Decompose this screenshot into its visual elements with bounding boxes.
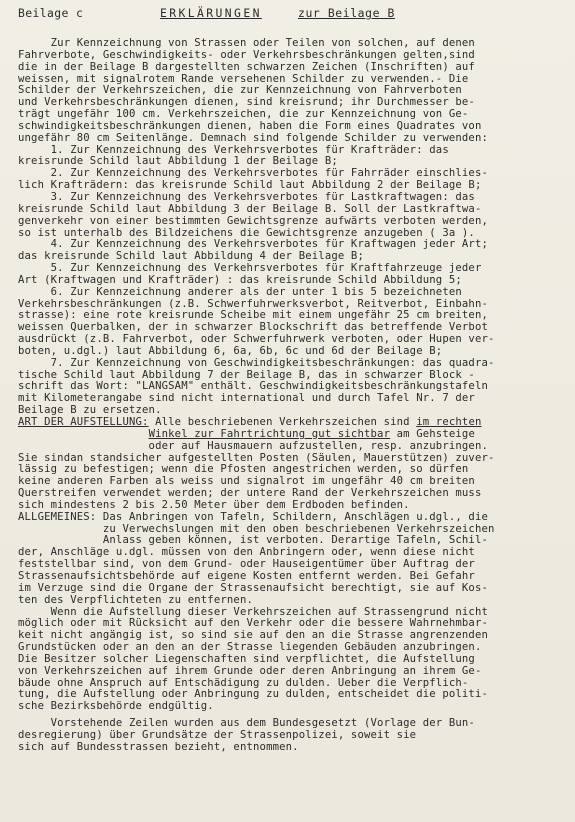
- text-line: Zur Kennzeichnung von Strassen oder Teilen von solchen, auf denen: [18, 37, 475, 49]
- text-line: 1. Zur Kennzeichnung des Verkehrsverbotes für Krafträder: das: [18, 143, 449, 156]
- text-line: Wenn die Aufstellung dieser Verkehrszeichen auf Strassengrund nicht: [18, 605, 489, 618]
- text-line: Verkehrsbeschränkungen (z.B. Schwerfuhrwerksverbot, Reitverbot, Einbahn-: [18, 297, 489, 310]
- text-line: sich auf Bundesstrassen bezieht, entnommen.: [18, 740, 299, 753]
- text-line: schwindigkeitsbeschränkungen dienen, haben die Form eines Quadrates von: [18, 119, 482, 132]
- text-line: oder auf Hausmauern aufzustellen, resp. anzubringen.: [18, 439, 489, 452]
- text-line: Beilage B zu ersetzen.: [18, 404, 162, 417]
- text-line: weissen Querbalken, der in schwarzer Blockschrift das betreffende Verbot: [18, 321, 489, 334]
- document-body: [18, 38, 558, 754]
- text-line: schrift das Wort: "LANGSAM" enthält. Geschwindigkeitsbeschränkungstafeln: [18, 380, 489, 393]
- text-line: bäude ohne Anspruch auf Entschädigung zu dulden. Ueber die Verpflich-: [18, 676, 469, 689]
- text-line: sich mindestens 2 bis 2.50 Meter über dem Erdboden befinden.: [18, 498, 410, 511]
- text-line: im Verzuge sind die Organe der Strassenaufsicht berechtigt, sie auf Kos-: [18, 581, 489, 594]
- text-line: möglich oder mit Rücksicht auf den Verkehr oder die bessere Wahrnehmbar-: [18, 617, 489, 630]
- text-line: ART DER AUFSTELLUNG: Alle beschriebenen Verkehrszeichen sind im rechten: [18, 416, 482, 428]
- text-line: keine anderen Farben als weiss und signalrot im ungefähr 40 cm breiten: [18, 475, 475, 488]
- text-line: Die Besitzer solcher Liegenschaften sind verpflichtet, die Aufstellung: [18, 652, 475, 665]
- text-line: boten, u.dgl.) laut Abbildung 6, 6a, 6b, 6c und 6d der Beilage B;: [18, 344, 443, 357]
- document-subtitle: zur Beilage B: [298, 6, 395, 20]
- text-line: ungefähr 80 cm Seitenlänge. Demnach sind folgende Schilder zu verwenden:: [18, 131, 489, 144]
- text-line: Fahrverbote, Geschwindigkeits- oder Verkehrsbeschränkungen gelten,sind: [18, 48, 475, 61]
- text-line: strasse): eine rote kreisrunde Scheibe mit einem ungefähr 25 cm breiten,: [18, 309, 489, 322]
- text-line: mit Kilometerangabe sind nicht international und durch Tafel Nr. 7 der: [18, 392, 475, 405]
- text-line: 7. Zur Kennzeichnung von Geschwindigkeitsbeschränkungen: das quadra-: [18, 356, 495, 369]
- attachment-label: Beilage c: [18, 6, 84, 20]
- text-line: von Verkehrszeichen auf ihrem Grunde oder deren Anbringung an ihrem Ge-: [18, 664, 482, 677]
- text-line: ausdrückt (z.B. Fahrverbot, oder Schwerfuhrwerk verboten, oder Hupen ver-: [18, 333, 495, 346]
- text-line: kreisrunde Schild laut Abbildung 3 der Beilage B. Soll der Lastkraftwa-: [18, 202, 482, 215]
- text-line: zu Verwechslungen mit den oben beschriebenen Verkehrszeichen: [18, 522, 495, 535]
- text-line: die in der Beilage B dargestellten schwarzen Zeichen (Inschriften) auf: [18, 60, 475, 73]
- text-line: Art (Kraftwagen und Krafträder) : das kreisrunde Schild Abbildung 5;: [18, 273, 462, 286]
- text-line: ALLGEMEINES: Das Anbringen von Tafeln, Schildern, Anschlägen u.dgl., die: [18, 510, 489, 523]
- text-line: und Verkehrsbeschränkungen dienen, sind kreisrund; ihr Durchmesser be-: [18, 96, 475, 109]
- text-line: der, Anschläge u.dgl. müssen von den Anbringern oder, wenn diese nicht: [18, 546, 475, 559]
- text-line: lich Krafträdern: das kreisrunde Schild laut Abbildung 2 der Beilage B;: [18, 179, 482, 192]
- text-line: Sie sindan standsicher aufgestellten Posten (Säulen, Mauerstützen) zuver-: [18, 451, 495, 464]
- text-line: ten des Verpflichteten zu entfernen.: [18, 593, 254, 606]
- text-line: weissen, mit signalrotem Rande versehenen Schilder zu verwenden.- Die: [18, 72, 469, 85]
- text-line: 6. Zur Kennzeichnung anderer als der unter 1 bis 5 bezeichneten: [18, 285, 462, 298]
- text-line: trägt ungefähr 100 cm. Verkehrszeichen, die zur Kennzeichnung von Ge-: [18, 108, 469, 121]
- text-line: Anlass geben können, ist verboten. Derartige Tafeln, Schil-: [18, 534, 489, 547]
- text-line: das kreisrunde Schild laut Abbildung 4 der Beilage B;: [18, 250, 364, 263]
- text-line: Vorstehende Zeilen wurden aus dem Bundesgesetzt (Vorlage der Bun-: [18, 717, 475, 730]
- text-line: genverkehr von einer bestimmten Gewichtsgrenze aufwärts verboten werden,: [18, 214, 489, 227]
- text-line: keit nicht angängig ist, so sind sie auf den an die Strasse angrenzenden: [18, 629, 489, 642]
- text-line: 3. Zur Kennzeichnung des Verkehrsverbotes für Lastkraftwagen: das: [18, 190, 475, 203]
- text-line: feststellbar sind, von dem Grund- oder Hauseigentümer über Auftrag der: [18, 558, 475, 571]
- text-line: sche Bezirksbehörde endgültig.: [18, 700, 214, 713]
- text-line: so ist unterhalb des Bildzeichens die Gewichtsgrenze anzugeben ( 3a ).: [18, 226, 475, 239]
- text-line: 4. Zur Kennzeichnung des Verkehrsverbotes für Kraftwagen jeder Art;: [18, 238, 489, 251]
- text-line: tische Schild laut Abbildung 7 der Beilage B, das in schwarzer Block -: [18, 368, 475, 381]
- text-line: desregierung) über Grundsätze der Strassenpolizei, soweit sie: [18, 728, 417, 741]
- text-line: lässig zu befestigen; wenn die Pfosten angestrichen werden, so dürfen: [18, 463, 469, 476]
- text-line: kreisrunde Schild laut Abbildung 1 der Beilage B;: [18, 155, 338, 168]
- text-line: Grundstücken oder an den an der Strasse liegenden Gebäuden anzubringen.: [18, 641, 482, 654]
- document-header: [18, 6, 558, 22]
- text-line: Winkel zur Fahrtrichtung gut sichtbar am Gehsteige: [148, 427, 475, 440]
- text-line: 5. Zur Kennzeichnung des Verkehrsverbotes für Kraftfahrzeuge jeder: [18, 262, 482, 275]
- text-line: 2. Zur Kennzeichnung des Verkehrsverbotes für Fahrräder einschlies-: [18, 167, 489, 180]
- text-line: Querstreifen verwendet werden; der untere Rand der Verkehrszeichen muss: [18, 487, 482, 500]
- text-line: Schilder der Verkehrszeichen, die zur Kennzeichnung von Fahrverboten: [18, 84, 462, 97]
- text-line: Strassenaufsichtsbehörde auf eigene Kosten entfernt werden. Bei Gefahr: [18, 569, 475, 582]
- document-title: ERKLÄRUNGEN: [160, 6, 262, 20]
- text-line: tung, die Aufstellung oder Anbringung zu dulden, entscheidet die politi-: [18, 688, 489, 701]
